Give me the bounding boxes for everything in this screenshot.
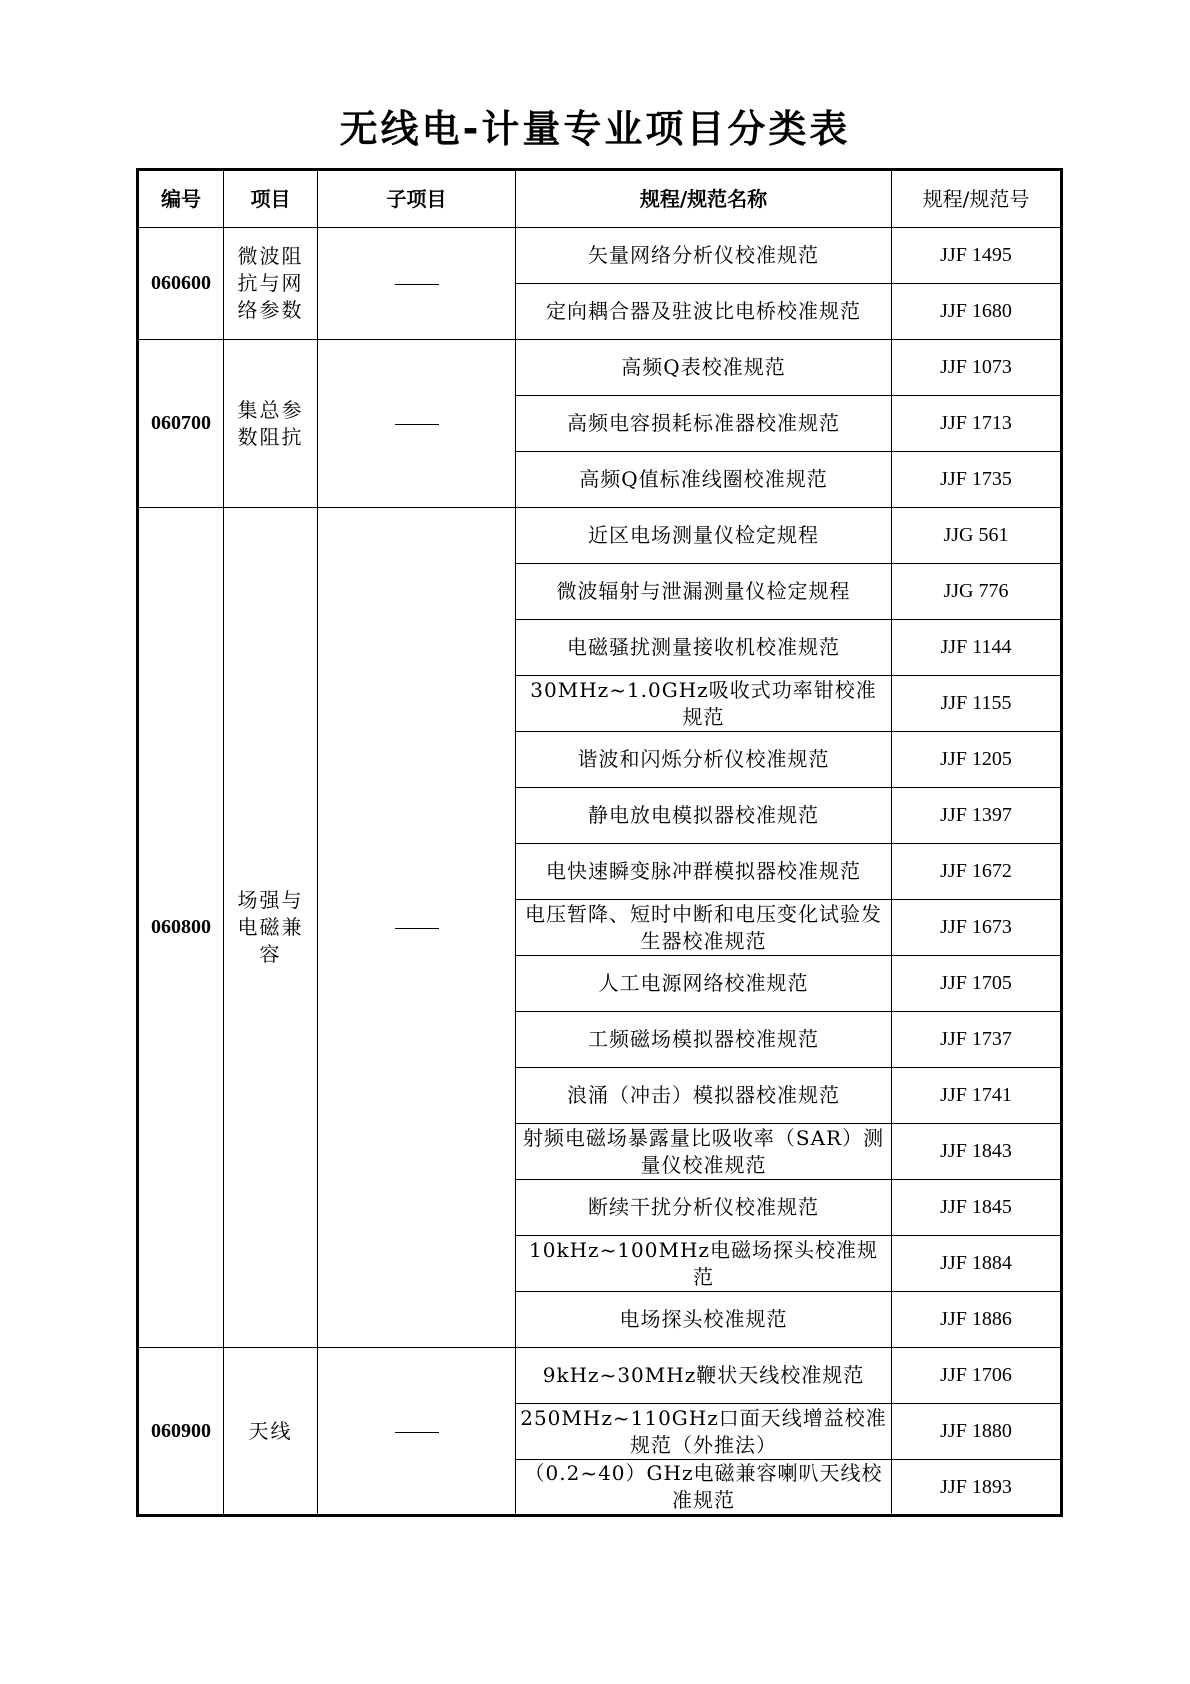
spec-number: JJF 1884 [892,1236,1062,1292]
spec-number: JJF 1155 [892,676,1062,732]
group-item [224,508,318,1348]
subitem-dash [395,424,439,425]
spec-number: JJG 776 [892,564,1062,620]
group-item [224,1348,318,1516]
header-item: 项目 [224,170,318,228]
spec-number: JJF 1880 [892,1404,1062,1460]
spec-name: 电磁骚扰测量接收机校准规范 [516,620,892,676]
spec-number: JJF 1713 [892,396,1062,452]
page-title: 无线电-计量专业项目分类表 [339,107,851,151]
spec-name: 浪涌（冲击）模拟器校准规范 [516,1068,892,1124]
header-code: 编号 [138,170,224,228]
spec-name: 250MHz~110GHz口面天线增益校准规范（外推法） [516,1404,892,1460]
subitem-dash [395,1432,439,1433]
spec-name: 静电放电模拟器校准规范 [516,788,892,844]
group-code: 060600 [138,228,224,340]
spec-number: JJF 1705 [892,956,1062,1012]
spec-name: 10kHz~100MHz电磁场探头校准规范 [516,1236,892,1292]
table-body [138,228,1062,1516]
header-subitem: 子项目 [318,170,516,228]
group-item-line: 微波阻 [237,244,304,268]
spec-number: JJF 1673 [892,900,1062,956]
group-code: 060900 [138,1348,224,1516]
spec-name: 电压暂降、短时中断和电压变化试验发生器校准规范 [516,900,892,956]
spec-number: JJF 1735 [892,452,1062,508]
header-row [138,170,1062,228]
group-item-line: 容 [259,942,282,966]
group-code: 060800 [138,508,224,1348]
group-item-line: 电磁兼 [237,915,304,939]
spec-number: JJF 1073 [892,340,1062,396]
group-subitem [318,1348,516,1516]
spec-name: 近区电场测量仪检定规程 [516,508,892,564]
group-item [224,340,318,508]
spec-number: JJF 1843 [892,1124,1062,1180]
group-subitem [318,508,516,1348]
spec-number: JJF 1680 [892,284,1062,340]
spec-name: 定向耦合器及驻波比电桥校准规范 [516,284,892,340]
spec-name: 工频磁场模拟器校准规范 [516,1012,892,1068]
spec-name: 矢量网络分析仪校准规范 [516,228,892,284]
spec-name: 电快速瞬变脉冲群模拟器校准规范 [516,844,892,900]
subitem-dash [395,284,439,285]
spec-number: JJF 1741 [892,1068,1062,1124]
header-name: 规程/规范名称 [516,170,892,228]
group-item [224,228,318,340]
spec-number: JJG 561 [892,508,1062,564]
group-subitem [318,340,516,508]
group-item-line: 抗与网 [237,271,304,295]
subitem-dash [395,928,439,929]
group-item-line: 络参数 [237,298,304,322]
spec-name: 人工电源网络校准规范 [516,956,892,1012]
spec-name: 断续干扰分析仪校准规范 [516,1180,892,1236]
group-item-line: 数阻抗 [237,424,304,449]
table-row [138,508,1062,564]
spec-name: 微波辐射与泄漏测量仪检定规程 [516,564,892,620]
group-item-line: 集总参 [237,397,304,422]
spec-number: JJF 1893 [892,1460,1062,1516]
group-code: 060700 [138,340,224,508]
spec-name: （0.2~40）GHz电磁兼容喇叭天线校准规范 [516,1460,892,1516]
spec-number: JJF 1737 [892,1012,1062,1068]
spec-number: JJF 1205 [892,732,1062,788]
table-row [138,340,1062,396]
group-item-line: 场强与 [237,888,304,912]
spec-number: JJF 1672 [892,844,1062,900]
spec-name: 高频Q表校准规范 [516,340,892,396]
spec-number: JJF 1706 [892,1348,1062,1404]
spec-name: 9kHz~30MHz鞭状天线校准规范 [516,1348,892,1404]
group-subitem [318,228,516,340]
spec-name: 30MHz~1.0GHz吸收式功率钳校准规范 [516,676,892,732]
spec-name: 高频电容损耗标准器校准规范 [516,396,892,452]
spec-number: JJF 1397 [892,788,1062,844]
header-number: 规程/规范号 [892,170,1062,228]
spec-name: 射频电磁场暴露量比吸收率（SAR）测量仪校准规范 [516,1124,892,1180]
spec-name: 高频Q值标准线圈校准规范 [516,452,892,508]
classification-table [136,168,1063,1517]
table-row [138,228,1062,284]
table-row [138,1348,1062,1404]
spec-number: JJF 1495 [892,228,1062,284]
spec-name: 谐波和闪烁分析仪校准规范 [516,732,892,788]
spec-name: 电场探头校准规范 [516,1292,892,1348]
spec-number: JJF 1144 [892,620,1062,676]
spec-number: JJF 1845 [892,1180,1062,1236]
group-item-line: 天线 [248,1418,293,1443]
spec-number: JJF 1886 [892,1292,1062,1348]
